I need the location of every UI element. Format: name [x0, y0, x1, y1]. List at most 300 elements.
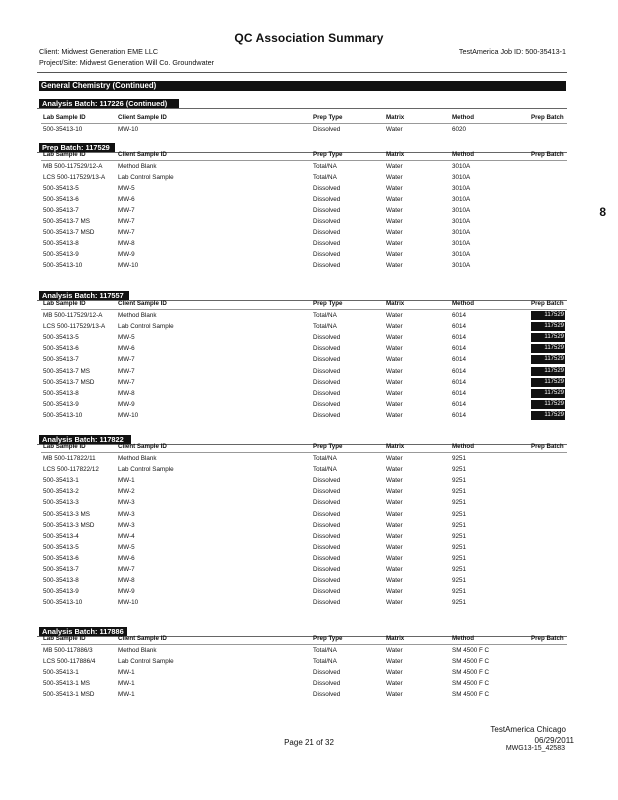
cell-matrix: Water [386, 466, 403, 474]
cell-client: Method Blank [118, 312, 157, 319]
cell-client: Method Blank [118, 163, 157, 170]
column-header-matrix: Matrix [386, 300, 405, 307]
column-header-prep: Prep Type [313, 114, 343, 121]
column-header-method: Method [452, 635, 474, 642]
cell-client: MW-5 [118, 185, 135, 192]
cell-matrix: Water [386, 251, 403, 258]
table-row [0, 249, 618, 260]
cell-prep: Total/NA [313, 647, 337, 654]
cell-matrix: Water [386, 312, 403, 319]
cell-method: 3010A [452, 185, 471, 192]
cell-method: 6014 [452, 389, 467, 397]
cell-prep: Dissolved [313, 577, 341, 585]
table-row [0, 366, 618, 377]
cell-prep: Dissolved [313, 229, 341, 236]
cell-prep: Total/NA [313, 455, 337, 462]
cell-lab: 500-35413-1 MS [43, 680, 90, 687]
cell-prep: Dissolved [313, 400, 341, 408]
cell-client: MW-7 [118, 229, 135, 236]
cell-client: MW-9 [118, 588, 135, 596]
cell-matrix: Water [386, 240, 403, 247]
cell-batch: 117529 [531, 411, 565, 420]
cell-batch: 117529 [531, 322, 565, 331]
cell-method: 3010A [452, 207, 471, 214]
cell-client: MW-1 [118, 477, 135, 485]
column-header-lab: Lab Sample ID [43, 300, 86, 307]
cell-prep: Dissolved [313, 588, 341, 596]
cell-client: MW-10 [118, 411, 139, 419]
cell-matrix: Water [386, 345, 403, 353]
cell-prep: Dissolved [313, 218, 341, 225]
cell-prep: Dissolved [313, 499, 341, 507]
cell-client: MW-7 [118, 378, 135, 386]
cell-lab: LCS 500-117822/12 [43, 466, 99, 474]
cell-lab: 500-35413-8 [43, 577, 79, 585]
cell-lab: 500-35413-6 [43, 345, 79, 353]
table-row [0, 678, 618, 689]
table-row [0, 542, 618, 553]
table-row [0, 553, 618, 564]
cell-lab: 500-35413-6 [43, 554, 79, 562]
column-header-method: Method [452, 114, 474, 121]
column-header-row [0, 149, 618, 160]
table-row [0, 161, 618, 172]
table-row [0, 354, 618, 365]
cell-lab: 500-35413-10 [43, 126, 83, 133]
table-row [0, 260, 618, 271]
table-row [0, 509, 618, 520]
table-row [0, 564, 618, 575]
table-row [0, 216, 618, 227]
cell-client: Lab Control Sample [118, 323, 174, 331]
cell-prep: Total/NA [313, 174, 337, 181]
table-row [0, 238, 618, 249]
cell-method: 6014 [452, 411, 467, 419]
cell-lab: MB 500-117529/12-A [43, 163, 103, 170]
cell-client: Lab Control Sample [118, 174, 174, 181]
column-header-client: Client Sample ID [118, 300, 167, 307]
cell-lab: 500-35413-5 [43, 185, 79, 192]
cell-prep: Total/NA [313, 466, 337, 474]
cell-prep: Dissolved [313, 262, 341, 269]
table-row [0, 656, 618, 667]
cell-lab: 500-35413-9 [43, 588, 79, 596]
cell-method: 3010A [452, 196, 471, 203]
cell-method: 6014 [452, 356, 467, 364]
cell-matrix: Water [386, 658, 403, 665]
cell-batch: 117529 [531, 367, 565, 376]
cell-matrix: Water [386, 400, 403, 408]
cell-prep: Total/NA [313, 163, 337, 170]
cell-method: 6014 [452, 345, 467, 353]
cell-lab: MB 500-117529/12-A [43, 312, 103, 319]
cell-matrix: Water [386, 680, 403, 687]
cell-lab: 500-35413-9 [43, 251, 79, 258]
cell-method: 9251 [452, 499, 467, 507]
cell-client: MW-3 [118, 499, 135, 507]
cell-matrix: Water [386, 521, 403, 529]
cell-prep: Dissolved [313, 240, 341, 247]
cell-matrix: Water [386, 588, 403, 596]
cell-matrix: Water [386, 647, 403, 654]
cell-matrix: Water [386, 174, 403, 181]
cell-method: 9251 [452, 599, 467, 607]
cell-matrix: Water [386, 488, 403, 496]
column-header-row [0, 112, 618, 123]
cell-client: Lab Control Sample [118, 466, 174, 474]
table-row [0, 310, 618, 321]
cell-batch: 117529 [531, 355, 565, 364]
cell-prep: Total/NA [313, 312, 337, 319]
side-marker: 8 [599, 205, 606, 219]
table-row [0, 520, 618, 531]
cell-matrix: Water [386, 554, 403, 562]
batch-title: Analysis Batch: 117822 [39, 435, 131, 444]
column-header-batch: Prep Batch [531, 635, 564, 642]
table-row [0, 227, 618, 238]
cell-method: SM 4500 F C [452, 658, 490, 665]
cell-lab: 500-35413-3 [43, 499, 79, 507]
table-row [0, 586, 618, 597]
cell-prep: Total/NA [313, 658, 337, 665]
table-row [0, 205, 618, 216]
cell-prep: Total/NA [313, 323, 337, 331]
table-row [0, 410, 618, 421]
cell-prep: Dissolved [313, 680, 341, 687]
cell-method: 6014 [452, 367, 467, 375]
cell-lab: LCS 500-117886/4 [43, 658, 96, 665]
cell-method: SM 4500 F C [452, 680, 490, 687]
cell-matrix: Water [386, 323, 403, 331]
cell-method: 3010A [452, 240, 471, 247]
client-line: Client: Midwest Generation EME LLC [39, 47, 159, 56]
cell-prep: Dissolved [313, 543, 341, 551]
cell-matrix: Water [386, 356, 403, 364]
table-row [0, 388, 618, 399]
column-header-matrix: Matrix [386, 151, 405, 158]
cell-client: MW-6 [118, 554, 135, 562]
column-header-row [0, 633, 618, 644]
cell-method: 3010A [452, 262, 471, 269]
cell-client: MW-7 [118, 218, 135, 225]
cell-lab: 500-35413-7 [43, 207, 79, 214]
table-row [0, 475, 618, 486]
cell-matrix: Water [386, 691, 403, 698]
batch-rule [37, 108, 567, 109]
table-row [0, 321, 618, 332]
cell-matrix: Water [386, 185, 403, 192]
cell-method: 9251 [452, 455, 467, 462]
cell-method: 3010A [452, 174, 471, 181]
cell-lab: 500-35413-6 [43, 196, 79, 203]
cell-method: 9251 [452, 466, 467, 474]
cell-prep: Dissolved [313, 207, 341, 214]
cell-lab: 500-35413-1 [43, 477, 79, 485]
column-header-prep: Prep Type [313, 443, 343, 450]
column-header-method: Method [452, 151, 474, 158]
batch-title: Analysis Batch: 117557 [39, 291, 129, 300]
cell-lab: 500-35413-5 [43, 543, 79, 551]
cell-method: 9251 [452, 510, 467, 518]
cell-method: 6020 [452, 126, 467, 133]
column-header-prep: Prep Type [313, 635, 343, 642]
table-row [0, 497, 618, 508]
cell-lab: 500-35413-4 [43, 532, 79, 540]
column-header-client: Client Sample ID [118, 114, 167, 121]
cell-lab: 500-35413-7 MSD [43, 378, 95, 386]
cell-lab: 500-35413-10 [43, 411, 83, 419]
cell-lab: 500-35413-5 [43, 334, 79, 342]
cell-method: 6014 [452, 323, 467, 331]
table-row [0, 531, 618, 542]
column-header-lab: Lab Sample ID [43, 114, 86, 121]
cell-client: MW-1 [118, 669, 135, 676]
cell-lab: MB 500-117886/3 [43, 647, 93, 654]
cell-matrix: Water [386, 455, 403, 462]
cell-lab: 500-35413-2 [43, 488, 79, 496]
cell-lab: 500-35413-10 [43, 262, 83, 269]
cell-lab: 500-35413-1 MSD [43, 691, 95, 698]
cell-method: SM 4500 F C [452, 669, 490, 676]
cell-client: MW-7 [118, 207, 135, 214]
project-line: Project/Site: Midwest Generation Will Co. Groundwater [39, 58, 214, 67]
job-id: TestAmerica Job ID: 500-35413-1 [458, 47, 566, 56]
cell-method: 6014 [452, 334, 467, 342]
cell-method: 3010A [452, 229, 471, 236]
cell-lab: 500-35413-3 MSD [43, 521, 95, 529]
footer-lab: TestAmerica Chicago [490, 725, 566, 734]
cell-matrix: Water [386, 510, 403, 518]
cell-lab: 500-35413-9 [43, 400, 79, 408]
cell-lab: 500-35413-10 [43, 599, 83, 607]
cell-matrix: Water [386, 389, 403, 397]
cell-prep: Dissolved [313, 126, 341, 133]
cell-client: MW-3 [118, 521, 135, 529]
cell-method: 3010A [452, 163, 471, 170]
table-row [0, 124, 618, 135]
cell-client: MW-10 [118, 126, 139, 133]
cell-client: MW-7 [118, 356, 135, 364]
cell-lab: 500-35413-8 [43, 240, 79, 247]
table-row [0, 597, 618, 608]
cell-client: MW-7 [118, 566, 135, 573]
cell-prep: Dissolved [313, 488, 341, 496]
cell-prep: Dissolved [313, 411, 341, 419]
column-header-row [0, 441, 618, 452]
table-row [0, 689, 618, 700]
column-header-batch: Prep Batch [531, 300, 564, 307]
cell-client: MW-8 [118, 240, 135, 247]
cell-method: 9251 [452, 554, 467, 562]
cell-matrix: Water [386, 411, 403, 419]
cell-client: MW-9 [118, 251, 135, 258]
cell-prep: Dissolved [313, 510, 341, 518]
footer-doc-id: MWG13-15_42583 [505, 745, 565, 752]
cell-client: MW-1 [118, 691, 135, 698]
cell-lab: 500-35413-1 [43, 669, 79, 676]
cell-method: 3010A [452, 218, 471, 225]
cell-prep: Dissolved [313, 196, 341, 203]
cell-method: 9251 [452, 566, 467, 573]
column-header-matrix: Matrix [386, 443, 405, 450]
column-header-prep: Prep Type [313, 151, 343, 158]
cell-client: MW-8 [118, 577, 135, 585]
cell-prep: Dissolved [313, 532, 341, 540]
cell-prep: Dissolved [313, 185, 341, 192]
cell-client: MW-10 [118, 599, 139, 607]
column-header-method: Method [452, 300, 474, 307]
cell-batch: 117529 [531, 311, 565, 320]
batch-title: Analysis Batch: 117226 (Continued) [39, 99, 179, 108]
cell-matrix: Water [386, 262, 403, 269]
cell-client: MW-8 [118, 389, 135, 397]
cell-client: MW-7 [118, 367, 135, 375]
cell-prep: Dissolved [313, 334, 341, 342]
cell-method: 9251 [452, 488, 467, 496]
cell-client: MW-5 [118, 334, 135, 342]
cell-matrix: Water [386, 207, 403, 214]
cell-matrix: Water [386, 229, 403, 236]
batch-title: Prep Batch: 117529 [39, 143, 115, 152]
cell-matrix: Water [386, 378, 403, 386]
footer-date: 06/29/2011 [534, 736, 574, 745]
column-header-client: Client Sample ID [118, 151, 167, 158]
cell-matrix: Water [386, 599, 403, 607]
cell-matrix: Water [386, 477, 403, 485]
cell-prep: Dissolved [313, 566, 341, 573]
cell-batch: 117529 [531, 333, 565, 342]
table-row [0, 645, 618, 656]
cell-prep: Dissolved [313, 378, 341, 386]
cell-lab: LCS 500-117529/13-A [43, 174, 106, 181]
cell-client: MW-2 [118, 488, 135, 496]
column-header-client: Client Sample ID [118, 443, 167, 450]
column-header-batch: Prep Batch [531, 151, 564, 158]
cell-matrix: Water [386, 126, 403, 133]
cell-prep: Dissolved [313, 345, 341, 353]
page-number: Page 21 of 32 [284, 738, 334, 747]
cell-prep: Dissolved [313, 669, 341, 676]
cell-method: 9251 [452, 588, 467, 596]
cell-method: 6014 [452, 378, 467, 386]
column-header-lab: Lab Sample ID [43, 635, 86, 642]
cell-lab: 500-35413-7 MS [43, 367, 90, 375]
cell-prep: Dissolved [313, 356, 341, 364]
cell-matrix: Water [386, 163, 403, 170]
cell-batch: 117529 [531, 378, 565, 387]
cell-batch: 117529 [531, 344, 565, 353]
cell-matrix: Water [386, 334, 403, 342]
table-row [0, 343, 618, 354]
cell-method: 9251 [452, 477, 467, 485]
cell-matrix: Water [386, 669, 403, 676]
cell-method: 6014 [452, 400, 467, 408]
cell-lab: 500-35413-7 MS [43, 218, 90, 225]
column-header-matrix: Matrix [386, 635, 405, 642]
table-row [0, 667, 618, 678]
table-row [0, 464, 618, 475]
column-header-matrix: Matrix [386, 114, 405, 121]
column-header-prep: Prep Type [313, 300, 343, 307]
cell-method: 3010A [452, 251, 471, 258]
cell-matrix: Water [386, 532, 403, 540]
cell-matrix: Water [386, 499, 403, 507]
column-header-row [0, 298, 618, 309]
table-row [0, 399, 618, 410]
cell-method: SM 4500 F C [452, 691, 490, 698]
cell-client: Lab Control Sample [118, 658, 174, 665]
table-row [0, 453, 618, 464]
cell-lab: 500-35413-3 MS [43, 510, 90, 518]
cell-prep: Dissolved [313, 389, 341, 397]
cell-client: MW-5 [118, 543, 135, 551]
cell-lab: 500-35413-8 [43, 389, 79, 397]
cell-lab: 500-35413-7 [43, 566, 79, 573]
table-row [0, 183, 618, 194]
cell-batch: 117529 [531, 389, 565, 398]
page-title: QC Association Summary [234, 31, 384, 45]
column-header-batch: Prep Batch [531, 114, 564, 121]
cell-client: Method Blank [118, 647, 157, 654]
cell-client: MW-1 [118, 680, 135, 687]
cell-batch: 117529 [531, 400, 565, 409]
column-header-lab: Lab Sample ID [43, 151, 86, 158]
cell-matrix: Water [386, 367, 403, 375]
cell-prep: Dissolved [313, 599, 341, 607]
column-header-lab: Lab Sample ID [43, 443, 86, 450]
cell-matrix: Water [386, 543, 403, 551]
cell-client: MW-6 [118, 345, 135, 353]
cell-prep: Dissolved [313, 521, 341, 529]
cell-prep: Dissolved [313, 477, 341, 485]
cell-method: 9251 [452, 577, 467, 585]
cell-client: Method Blank [118, 455, 157, 462]
section-title: General Chemistry (Continued) [39, 81, 566, 91]
cell-prep: Dissolved [313, 554, 341, 562]
table-row [0, 486, 618, 497]
cell-lab: 500-35413-7 [43, 356, 79, 364]
cell-lab: 500-35413-7 MSD [43, 229, 95, 236]
cell-client: MW-6 [118, 196, 135, 203]
cell-lab: LCS 500-117529/13-A [43, 323, 106, 331]
cell-method: 9251 [452, 543, 467, 551]
cell-client: MW-4 [118, 532, 135, 540]
table-row [0, 377, 618, 388]
cell-client: MW-3 [118, 510, 135, 518]
cell-prep: Dissolved [313, 367, 341, 375]
cell-method: 9251 [452, 532, 467, 540]
cell-matrix: Water [386, 218, 403, 225]
cell-prep: Dissolved [313, 691, 341, 698]
cell-client: MW-10 [118, 262, 139, 269]
batch-title: Analysis Batch: 117886 [39, 627, 127, 636]
cell-prep: Dissolved [313, 251, 341, 258]
column-header-client: Client Sample ID [118, 635, 167, 642]
header-divider [37, 72, 567, 73]
column-header-method: Method [452, 443, 474, 450]
cell-matrix: Water [386, 196, 403, 203]
cell-client: MW-9 [118, 400, 135, 408]
cell-matrix: Water [386, 566, 403, 573]
cell-lab: MB 500-117822/11 [43, 455, 96, 462]
cell-method: 6014 [452, 312, 467, 319]
table-row [0, 172, 618, 183]
column-header-batch: Prep Batch [531, 443, 564, 450]
table-row [0, 194, 618, 205]
cell-method: SM 4500 F C [452, 647, 490, 654]
table-row [0, 575, 618, 586]
cell-method: 9251 [452, 521, 467, 529]
